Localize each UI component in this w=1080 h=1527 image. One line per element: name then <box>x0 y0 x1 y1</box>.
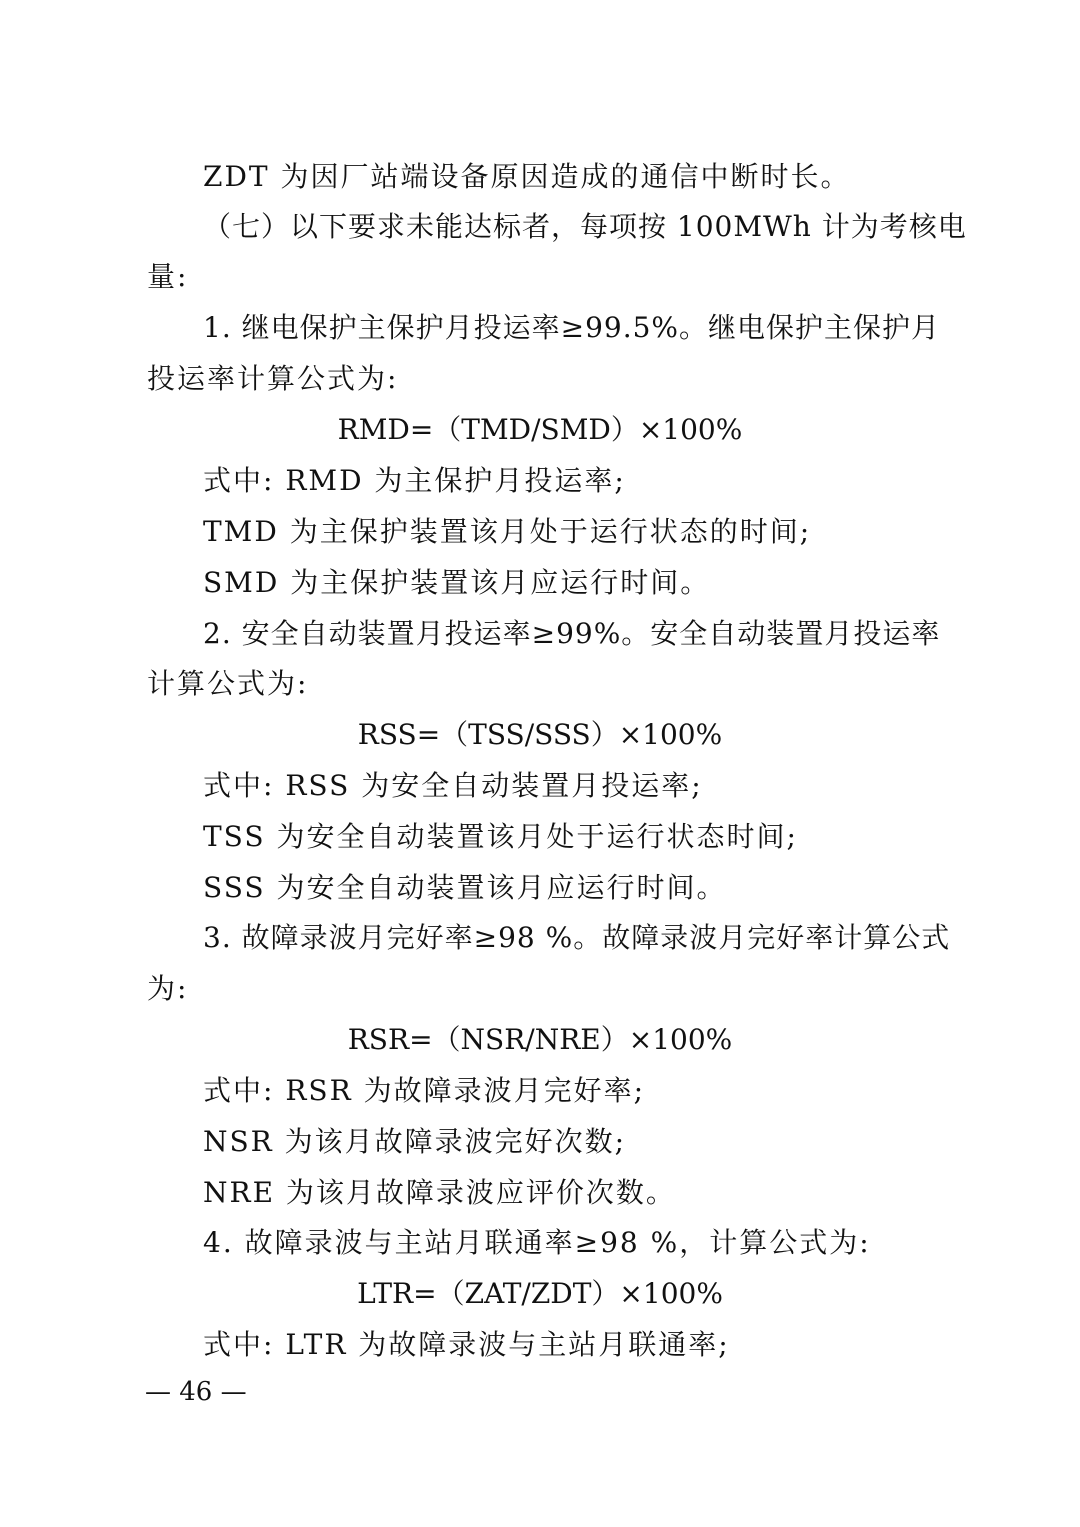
text-line-rsr-definition: 式中: RSR 为故障录波月完好率; <box>203 1074 646 1107</box>
formula-rss: RSS=（TSS/SSS）×100% <box>357 718 723 751</box>
text-line-ltr-definition: 式中: LTR 为故障录波与主站月联通率; <box>203 1328 730 1361</box>
text-line-item-1: 1. 继电保护主保护月投运率≥99.5%。继电保护主保护月 <box>203 311 941 344</box>
text-line-smd-definition: SMD 为主保护装置该月应运行时间。 <box>203 566 711 599</box>
text-line-item-3-continued: 为: <box>147 972 189 1005</box>
page-number: — 46 — <box>145 1377 247 1407</box>
text-line-item-2-continued: 计算公式为: <box>147 667 309 700</box>
text-line-item-2: 2. 安全自动装置月投运率≥99%。安全自动装置月投运率 <box>203 617 941 650</box>
text-line-nsr-definition: NSR 为该月故障录波完好次数; <box>203 1125 627 1158</box>
text-line-section-seven: （七）以下要求未能达标者，每项按 100MWh 计为考核电 <box>203 210 967 243</box>
text-line-zdt-definition: ZDT 为因厂站端设备原因造成的通信中断时长。 <box>203 160 851 193</box>
text-line-rss-definition: 式中: RSS 为安全自动装置月投运率; <box>203 769 703 802</box>
formula-rsr: RSR=（NSR/NRE）×100% <box>347 1023 733 1056</box>
text-line-tmd-definition: TMD 为主保护装置该月处于运行状态的时间; <box>203 515 812 548</box>
text-line-section-seven-continued: 量: <box>147 260 189 293</box>
formula-ltr: LTR=（ZAT/ZDT）×100% <box>357 1277 723 1310</box>
text-line-nre-definition: NRE 为该月故障录波应评价次数。 <box>203 1176 676 1209</box>
text-line-item-4: 4. 故障录波与主站月联通率≥98 %，计算公式为: <box>203 1226 871 1259</box>
text-line-rmd-definition: 式中: RMD 为主保护月投运率; <box>203 464 626 497</box>
formula-rmd: RMD=（TMD/SMD）×100% <box>337 413 743 446</box>
text-line-tss-definition: TSS 为安全自动装置该月处于运行状态时间; <box>203 820 798 853</box>
text-line-item-3: 3. 故障录波月完好率≥98 %。故障录波月完好率计算公式 <box>203 921 951 954</box>
text-line-sss-definition: SSS 为安全自动装置该月应运行时间。 <box>203 871 727 904</box>
text-line-item-1-continued: 投运率计算公式为: <box>147 362 399 395</box>
